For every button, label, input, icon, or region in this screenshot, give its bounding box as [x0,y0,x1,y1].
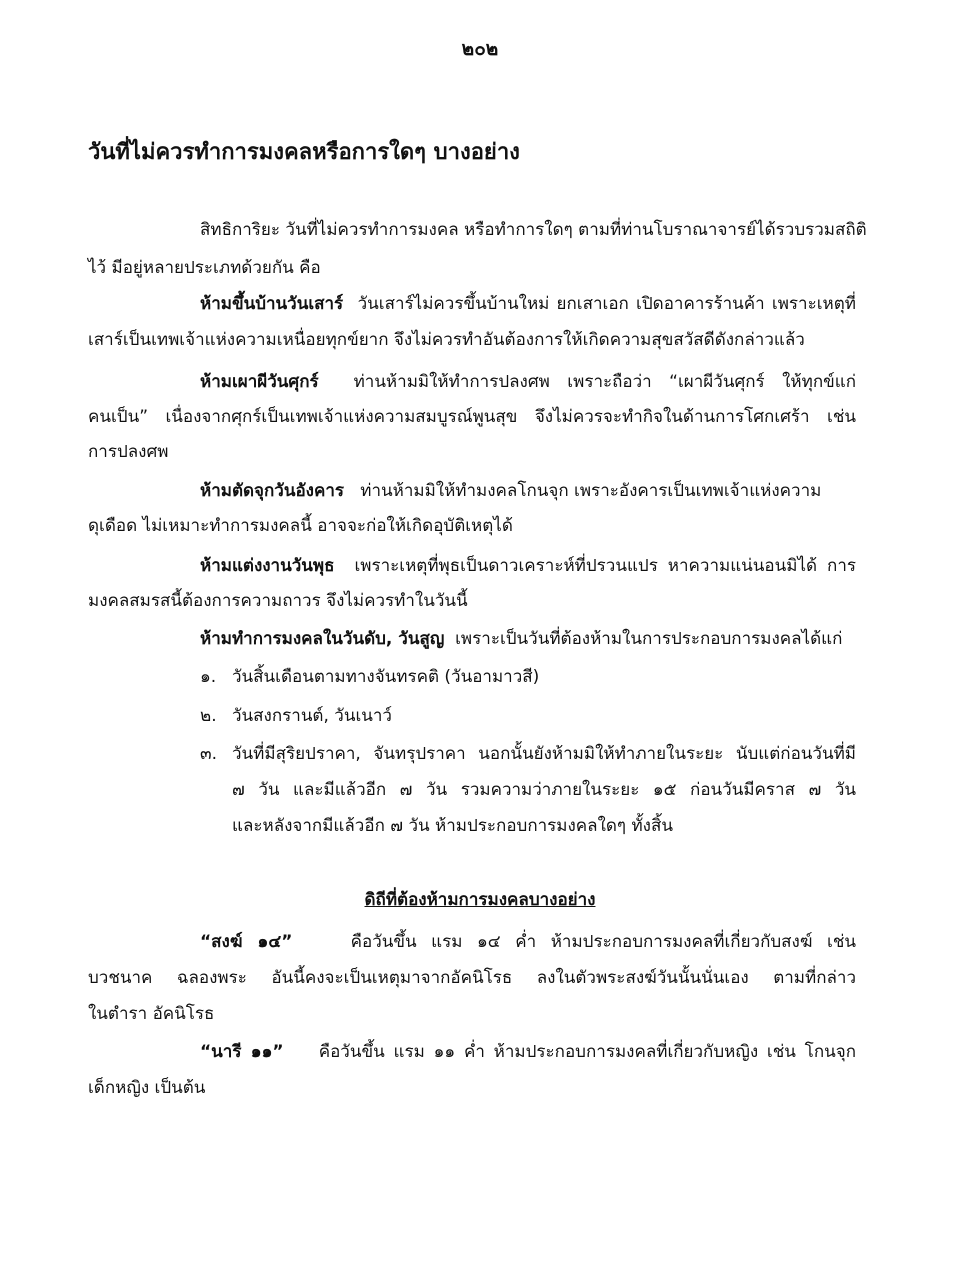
list-item-3-number: ๓. [200,744,218,764]
rule-friday-line-3: การปลงศพ [88,442,169,462]
rule-tuesday-line-2: ดุเดือด ไม่เหมาะทำการมงคลนี้ อาจจะก่อให้เกิดอุบัติเหตุได้ [88,516,513,536]
rule-friday-heading: ห้ามเผาผีวันศุกร์ [200,372,319,392]
intro-line-2: ไว้ มีอยู่หลายประเภทด้วยกัน คือ [88,258,321,278]
section-item-1-term: “สงฆ์ ๑๔” [200,932,293,952]
rule-wednesday-heading: ห้ามแต่งงานวันพุธ [200,556,335,576]
section-heading [0,886,960,913]
list-item-2-number: ๒. [200,706,217,726]
list-item-1-text: วันสิ้นเดือนตามทางจันทรคติ (วันอามาวสี) [232,667,540,687]
list-item-1-number: ๑. [200,667,217,687]
rule-wednesday-line-2: มงคลสมรสนี้ต้องการความถาวร จึงไม่ควรทำในวันนี้ [88,591,468,611]
section-item-2-text: คือวันขึ้น แรม ๑๑ ค่ำ ห้ามประกอบการมงคลที่เกี่ยวกับหญิง เช่น โกนจุก [318,1042,856,1062]
list-item-3-line-2: ๗ วัน และมีแล้วอีก ๗ วัน รวมความว่าภายในระยะ ๑๕ ก่อนวันมีคราส ๗ วัน [232,780,856,800]
section-item-1-line-2: บวชนาค ฉลองพระ อันนี้คงจะเป็นเหตุมาจากอัคนิโรธ ลงในตัวพระสงฆ์วันนั้นนั่นเอง ตามที่กล่าว [88,968,856,988]
list-item-3-line-1: วันที่มีสุริยปราคา, จันทรุปราคา นอกนั้นยังห้ามมิให้ทำภายในระยะ นับแต่ก่อนวันที่มี [232,744,856,764]
section-heading-text: ดิถีที่ต้องห้ามการมงคลบางอย่าง [364,890,596,910]
rule-saturday-line-2: เสาร์เป็นเทพเจ้าแห่งความเหนื่อยทุกข์ยาก จึงไม่ควรทำอันต้องการให้เกิดความสุขสวัสดีดังกล่าวแล้ว [88,330,805,350]
intro-line-1: สิทธิการิยะ วันที่ไม่ควรทำการมงคล หรือทำการใดๆ ตามที่ท่านโบราณาจารย์ได้รวบรวมสถิติ [200,220,867,240]
rule-friday-text: ท่านห้ามมิให้ทำการปลงศพ เพราะถือว่า “เผาผีวันศุกร์ ให้ทุกข์แก่ [353,372,856,392]
page-title: วันที่ไม่ควรทำการมงคลหรือการใดๆ บางอย่าง [88,140,520,165]
rule-saturday-line-1 [200,292,856,316]
list-item-2-text: วันสงกรานต์, วันเนาว์ [232,706,392,726]
section-item-1-text: คือวันขึ้น แรม ๑๔ ค่ำ ห้ามประกอบการมงคลที่เกี่ยวกับสงฆ์ เช่น [350,932,856,952]
rule-wednesday-line-1 [200,554,856,578]
section-item-2-term: “นารี ๑๑” [200,1042,284,1062]
section-item-1-line-3: ในตำรา อัคนิโรธ [88,1004,215,1024]
rule-new-moon-line-1 [200,627,842,651]
page-number: ๒๐๒ [461,38,499,60]
section-item-1-line-1 [200,930,856,954]
rule-new-moon-heading: ห้ามทำการมงคลในวันดับ, วันสูญ [200,629,445,649]
section-item-2-line-1 [200,1040,856,1064]
rule-new-moon-text: เพราะเป็นวันที่ต้องห้ามในการประกอบการมงคลได้แก่ [455,629,843,649]
list-item-3-line-3: และหลังจากมีแล้วอีก ๗ วัน ห้ามประกอบการมงคลใดๆ ทั้งสิ้น [232,816,673,836]
rule-friday-line-1 [200,370,856,394]
rule-saturday-text: วันเสาร์ไม่ควรขึ้นบ้านใหม่ ยกเสาเอก เปิดอาคารร้านค้า เพราะเหตุที่ [357,294,856,314]
section-item-2-line-2: เด็กหญิง เป็นต้น [88,1078,206,1098]
rule-friday-line-2: คนเป็น” เนื่องจากศุกร์เป็นเทพเจ้าแห่งความสมบูรณ์พูนสุข จึงไม่ควรจะทำกิจในด้านการโศกเศร้า เช่น [88,407,856,427]
rule-saturday-heading: ห้ามขึ้นบ้านวันเสาร์ [200,294,344,314]
rule-wednesday-text: เพราะเหตุที่พุธเป็นดาวเคราะห์ที่ปรวนแปร หาความแน่นอนมิได้ การ [354,556,856,576]
rule-tuesday-text: ท่านห้ามมิให้ทำมงคลโกนจุก เพราะอังคารเป็นเทพเจ้าแห่งความ [360,481,822,501]
rule-tuesday-line-1 [200,479,821,503]
rule-tuesday-heading: ห้ามตัดจุกวันอังคาร [200,481,345,501]
